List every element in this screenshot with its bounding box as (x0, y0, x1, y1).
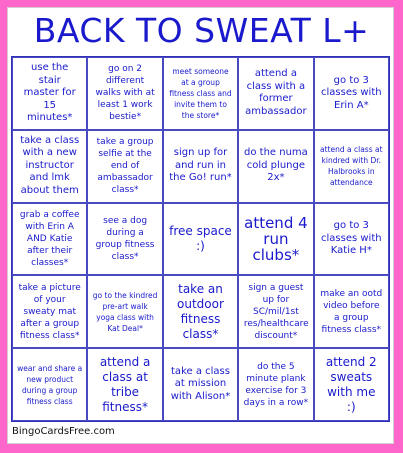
bingo-cell[interactable]: go on 2 different walks with at least 1 work bestie* (87, 57, 162, 130)
bingo-cell[interactable]: go to the kindred pre-art walk yoga class with Kat Deal* (87, 275, 162, 348)
bingo-cell[interactable]: attend a class with a former ambassador (238, 57, 313, 130)
bingo-grid (11, 56, 390, 422)
card-title: BACK TO SWEAT L+ (33, 11, 370, 50)
bingo-card (7, 7, 394, 444)
bingo-cell[interactable]: do the 5 minute plank exercise for 3 days in a row* (238, 348, 313, 421)
bingo-cell[interactable]: take a group selfie at the end of ambassador class* (87, 130, 162, 203)
bingo-cell[interactable]: take an outdoor fitness class* (163, 275, 238, 348)
bingo-cell[interactable]: take a picture of your sweaty mat after a group fitness class* (12, 275, 87, 348)
site-credit: BingoCardsFree.com (12, 426, 115, 437)
bingo-cell[interactable]: attend a class at kindred with Dr. Halbrooks in attendance (314, 130, 389, 203)
bingo-cell[interactable]: meet someone at a group fitness class and invite them to the store* (163, 57, 238, 130)
bingo-cell[interactable]: take a class at mission with Alison* (163, 348, 238, 421)
bingo-cell[interactable]: go to 3 classes with Erin A* (314, 57, 389, 130)
bingo-cell[interactable]: make an ootd video before a group fitness class* (314, 275, 389, 348)
bingo-cell[interactable]: attend 2 sweats with me :) (314, 348, 389, 421)
bingo-cell[interactable]: attend 4 run clubs* (238, 203, 313, 276)
bingo-cell[interactable]: grab a coffee with Erin A AND Katie after their classes* (12, 203, 87, 276)
bingo-cell[interactable]: sign a guest up for SC/mil/1st res/healthcare discount* (238, 275, 313, 348)
bingo-cell[interactable]: sign up for and run in the Go! run* (163, 130, 238, 203)
bingo-cell[interactable]: do the numa cold plunge 2x* (238, 130, 313, 203)
bingo-cell[interactable]: go to 3 classes with Katie H* (314, 203, 389, 276)
bingo-cell[interactable]: see a dog during a group fitness class* (87, 203, 162, 276)
free-space-cell[interactable]: free space :) (163, 203, 238, 276)
bingo-cell[interactable]: use the stair master for 15 minutes* (12, 57, 87, 130)
bingo-cell[interactable]: wear and share a new product during a group fitness class (12, 348, 87, 421)
bingo-cell[interactable]: attend a class at tribe fitness* (87, 348, 162, 421)
bingo-cell[interactable]: take a class with a new instructor and lmk about them (12, 130, 87, 203)
